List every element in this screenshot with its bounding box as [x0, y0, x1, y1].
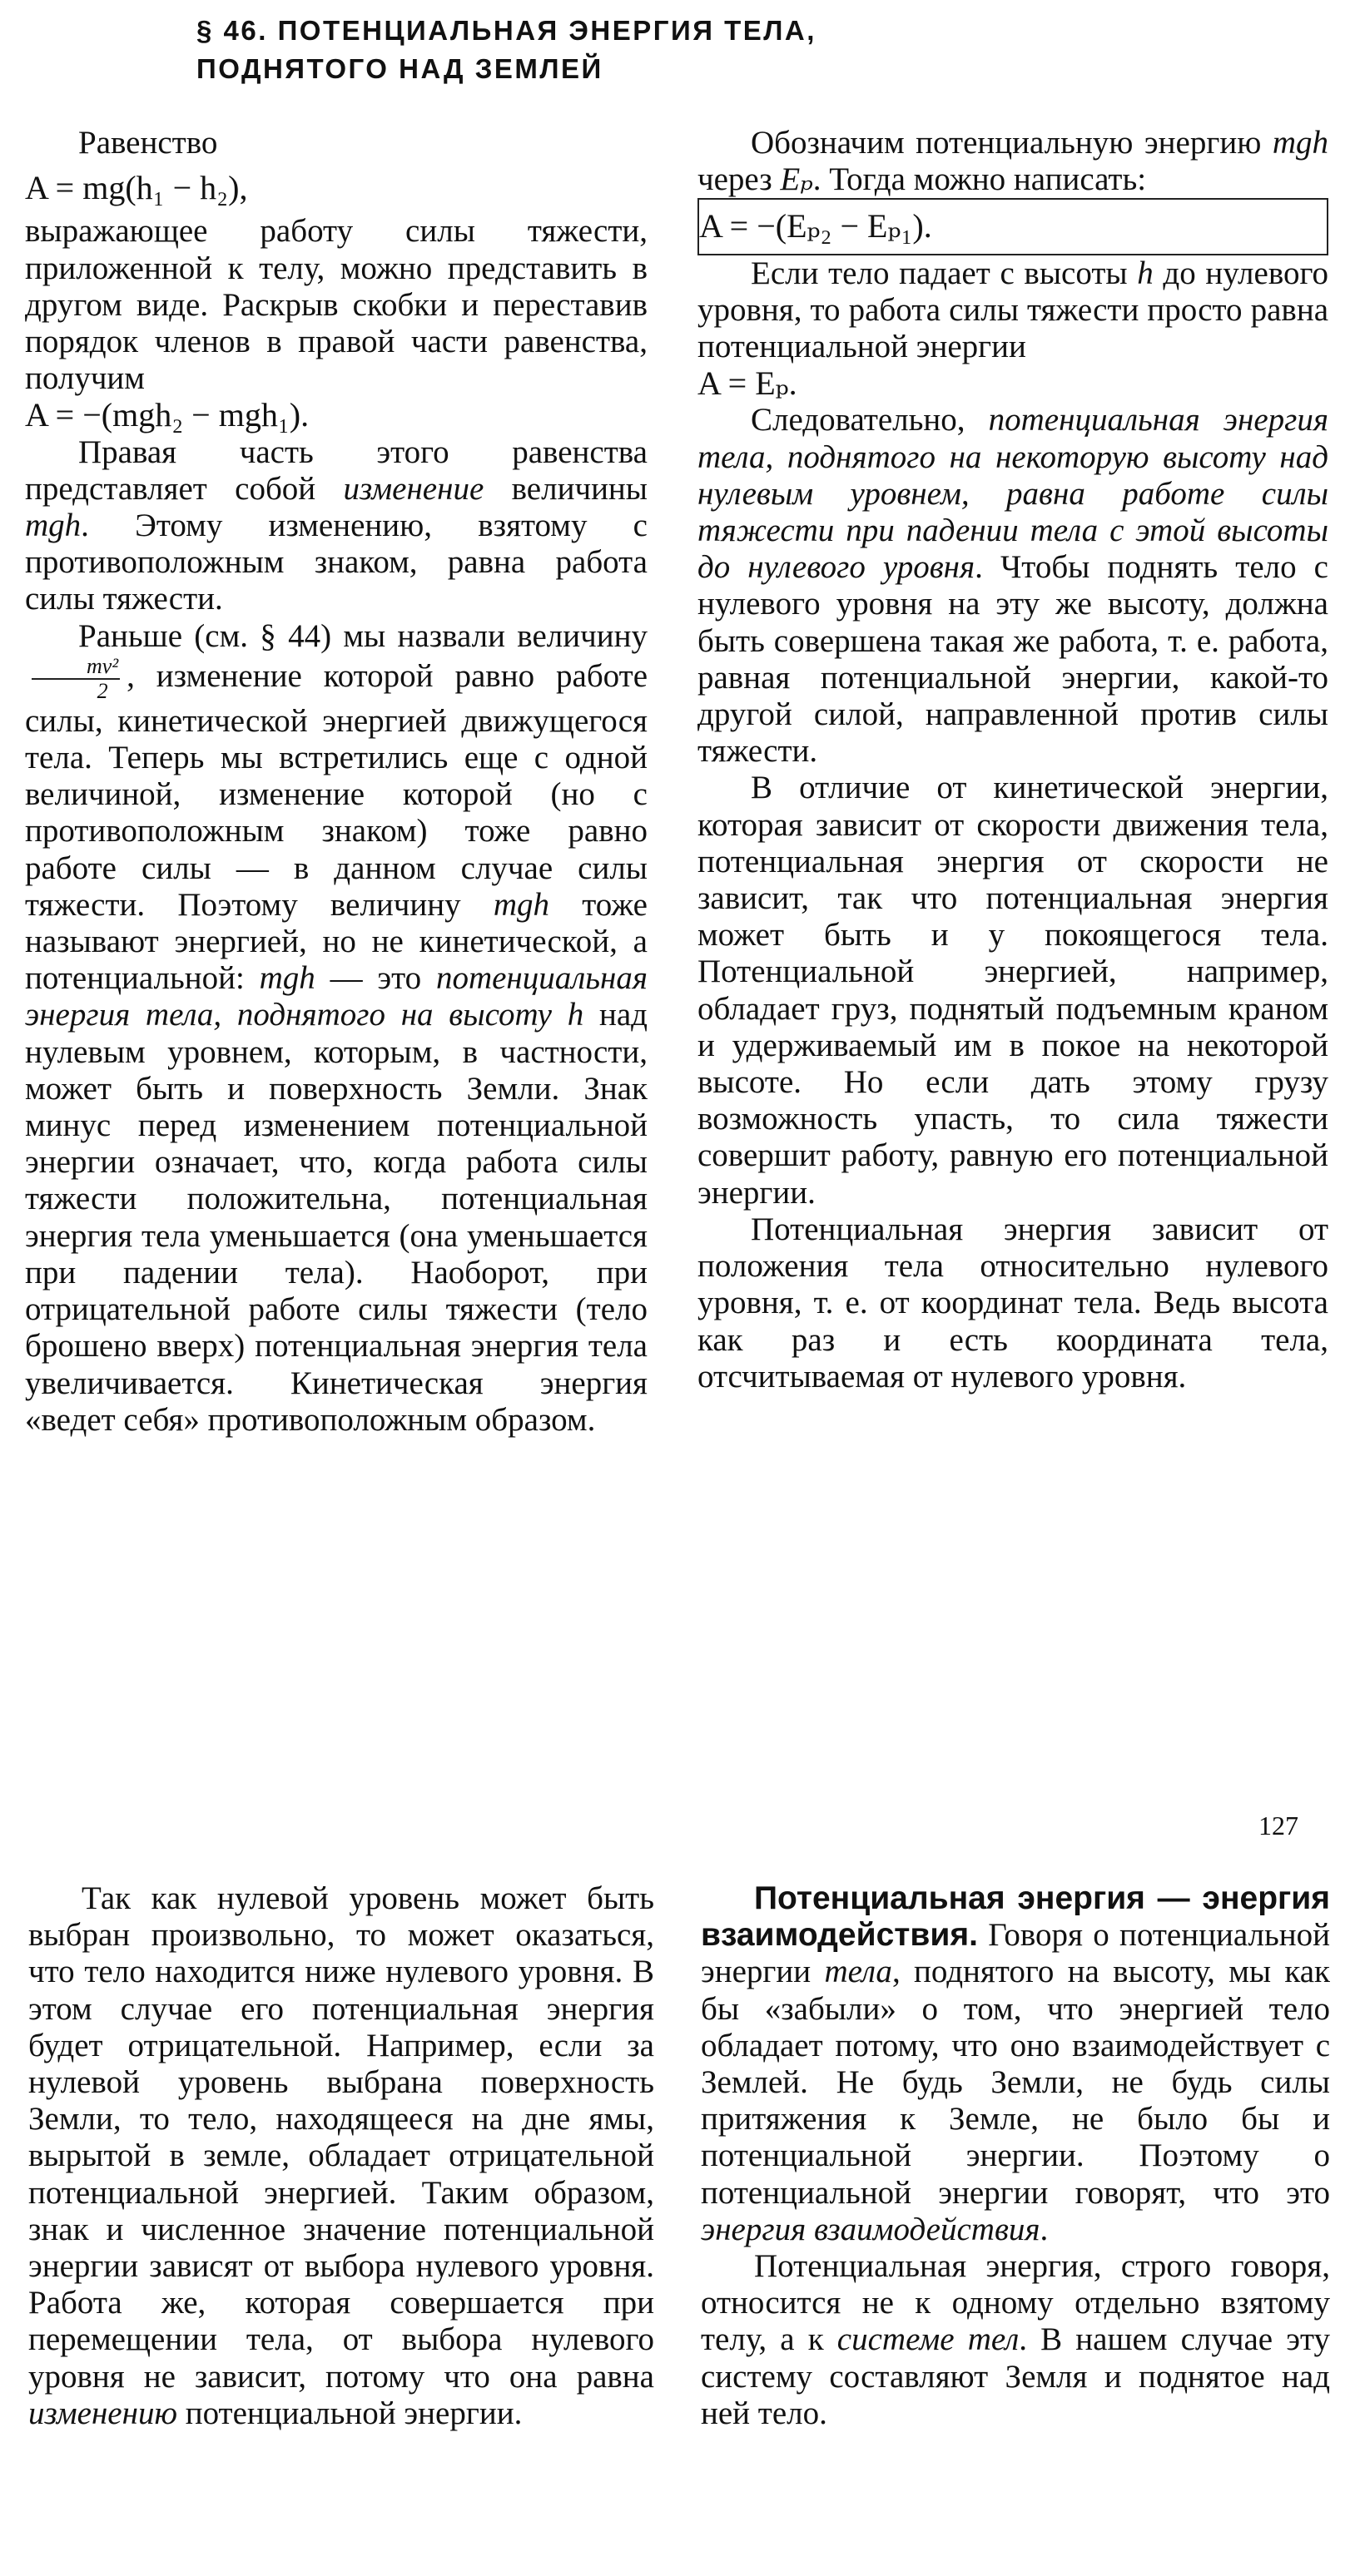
kinetic-energy-fraction: $\frac{\text{mv²}}{2}$ — [32, 655, 120, 703]
heading-line-1: § 46. ПОТЕНЦИАЛЬНАЯ ЭНЕРГИЯ ТЕЛА, — [196, 15, 816, 46]
page-128 — [0, 1822, 1355, 2576]
paragraph: Обозначим потенциальную энергию mgh через Eₚ. Тогда можно написать: — [697, 125, 1328, 198]
paragraph: выражающее работу силы тяжести, приложенной к телу, можно представить в другом виде. Раскрыв скобки и переставив порядок членов в правой части равенства, получим — [25, 213, 648, 397]
section-heading — [196, 12, 816, 88]
left-column — [25, 125, 648, 1439]
paragraph: Потенциальная энергия — энергия взаимодействия. Говоря о потенциальной энергии тела, поднятого на высоту, мы как бы «забыли» о том, что энергией тело обладает потому, что оно взаимодействует с Землей. Не будь Земли, не будь силы притяжения к Земле, не было бы и потенциальной энергии. Поэтому о потенциальной энергии говорят, что это энергия взаимодействия. — [701, 1880, 1330, 2247]
right-column — [697, 125, 1328, 1395]
paragraph: Потенциальная энергия, строго говоря, относится не к одному отдельно взятому телу, а к системе тел. В нашем случае эту систему составляют Земля и поднятое над ней тело. — [701, 2248, 1330, 2431]
paragraph: Если тело падает с высоты h до нулевого уровня, то работа силы тяжести просто равна потенциальной энергии — [697, 255, 1328, 365]
paragraph: Следовательно, потенциальная энергия тела, поднятого на некоторую высоту над нулевым уровнем, равна работе силы тяжести при падении тела с этой высоты до нулевого уровня. Чтобы поднять тело с нулевого уровня на эту же высоту, должна быть совершена такая же работа, т. е. работа, равная потенциальной энергии, какой-то другой силой, направленной против силы тяжести. — [697, 402, 1328, 770]
heading-line-2: ПОДНЯТОГО НАД ЗЕМЛЕЙ — [196, 53, 603, 84]
formula-work-mgh: A = −(mgh₂ − mgh₁). — [25, 396, 310, 434]
formula-work-heights: A = mg(h₁ − h₂), — [25, 169, 248, 207]
paragraph: Потенциальная энергия зависит от положения тела относительно нулевого уровня, т. е. от координат тела. Ведь высота как раз и есть координата тела, отсчитываемая от нулевого уровня. — [697, 1211, 1328, 1395]
boxed-formula: A = −(Eₚ₂ − Eₚ₁). — [697, 198, 1328, 255]
page-number: 127 — [1258, 1811, 1298, 1840]
right-column — [701, 1880, 1330, 2432]
paragraph: Правая часть этого равенства представляет собой изменение величины mgh. Этому изменению, взятому с противоположным знаком, равна работа силы тяжести. — [25, 433, 648, 617]
formula-work-energy: A = Eₚ. — [697, 364, 797, 403]
paragraph: Так как нулевой уровень может быть выбран произвольно, то может оказаться, что тело находится ниже нулевого уровня. В этом случае его потенциальная энергия будет отрицательной. Например, если за нулевой уровень выбрана поверхность Земли, то тело, находящееся на дне ямы, вырытой в земле, обладает отрицательной потенциальной энергией. Таким образом, знак и численное значение потенциальной энергии зависят от выбора нулевого уровня. Работа же, которая совершается при перемещении тела, от выбора нулевого уровня не зависит, потому что она равна изменению потенциальной энергии. — [28, 1880, 654, 2431]
paragraph: Раньше (см. § 44) мы назвали величину $\frac{\text{mv²}}{2}$ , изменение которой равно работе силы, кинетической энергией движущегося тела. Теперь мы встретились еще с одной величиной, изменение которой (но с противоположным знаком) тоже равно работе силы — в данном случае силы тяжести. Поэтому величину mgh тоже называют энергией, но не кинетической, а потенциальной: mgh — это потенциальная энергия тела, поднятого на высоту h над нулевым уровнем, которым, в частности, может быть и поверхность Земли. Знак минус перед изменением потенциальной энергии означает, что, когда работа силы тяжести положительна, потенциальная энергия тела уменьшается (она уменьшается при падении тела). Наоборот, при отрицательной работе силы тяжести (тело брошено вверх) потенциальная энергия тела увеличивается. Кинетическая энергия «ведет себя» противоположным образом. — [25, 617, 648, 1438]
subsection-heading: Потенциальная энергия — энергия взаимодействия. — [701, 1880, 1330, 1954]
paragraph: В отличие от кинетической энергии, которая зависит от скорости движения тела, потенциальная энергия от скорости не зависит, так что потенциальная энергия может быть и у покоящегося тела. Потенциальной энергией, например, обладает груз, поднятый подъемным краном и удерживаемый им в покое на некоторой высоте. Но если дать этому грузу возможность упасть, то сила тяжести совершит работу, равную его потенциальной энергии. — [697, 770, 1328, 1211]
left-column — [28, 1880, 654, 2432]
paragraph: Равенство — [78, 125, 218, 161]
